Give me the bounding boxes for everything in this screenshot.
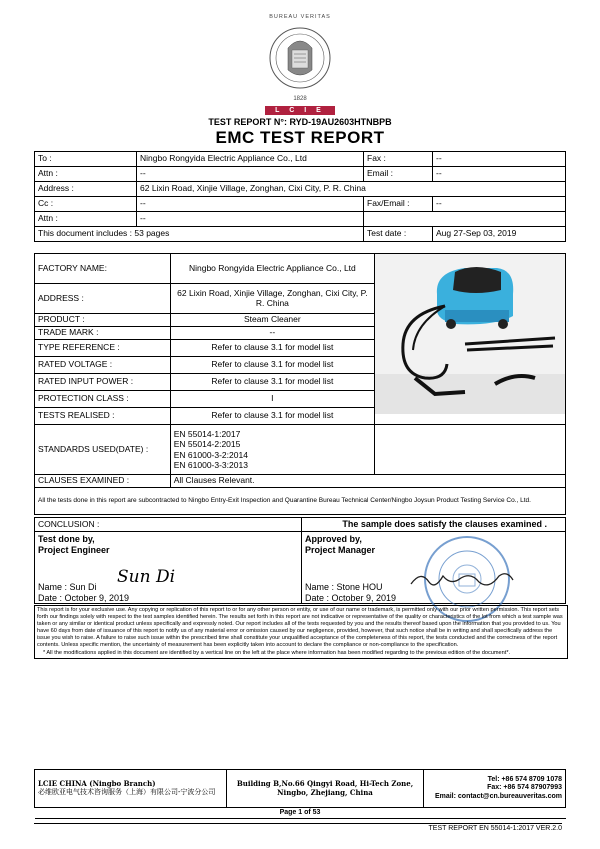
fax-label: Fax : (364, 152, 433, 167)
report-version: TEST REPORT EN 55014-1:2017 VER.2.0 (34, 823, 562, 832)
factory-name-label: FACTORY NAME: (35, 254, 171, 284)
standards-list (170, 425, 374, 475)
footer-addr2: Ningbo, Zhejiang, China (277, 787, 373, 797)
protection-label: PROTECTION CLASS : (35, 391, 171, 408)
faxemail-value: -- (433, 197, 566, 212)
clauses-label: CLAUSES EXAMINED : (35, 475, 171, 488)
fax-value: -- (433, 152, 566, 167)
standards-label: STANDARDS USED(DATE) : (35, 425, 171, 475)
right-name: Name : Stone HOU (305, 582, 383, 592)
cc-label: Cc : (35, 197, 137, 212)
tests-value: Refer to clause 3.1 for model list (170, 408, 374, 425)
attn-value: -- (137, 167, 364, 182)
approved-cell (302, 532, 566, 604)
tests-label: TESTS REALISED : (35, 408, 171, 425)
attn2-value: -- (137, 212, 364, 227)
ratedvoltage-label: RATED VOLTAGE : (35, 357, 171, 374)
email-label: Email : (364, 167, 433, 182)
typeref-label: TYPE REFERENCE : (35, 340, 171, 357)
disclaimer-text: This report is for your exclusive use. Any copying or replication of this report to or for any other person or entity, or use of our name or trademark, is permitted only with our prior written permission. This report sets forth our findings solely with respect to the test samples identified herein. The results set forth in this report are not indicative or representative of the quality or characteristics of the lot from which a test sample was taken or any similar or identical product unless specifically and expressly noted. Our report includes all of the tests requested by you and the results thereof based upon the information that you provided to us. You have 60 days from date of issuance of this report to notify us of any material error or omission caused by our negligence, provided, however, that such notice shall be in writing and shall specifically address the issue you wish to raise. A failure to raise such issue within the prescribed time shall constitute your unqualified acceptance of the completeness of this report, the tests conducted and the correctness of the report contents. Unless specific mention, the uncertainty of measurement has been explicitly taken into account to declare the compliance or non-compliance to the specification. (37, 607, 563, 649)
clauses-value: All Clauses Relevant. (170, 475, 565, 488)
footer-org-name: LCIE CHINA (Ningbo Branch) (38, 779, 156, 789)
testdate-value: Aug 27-Sep 03, 2019 (433, 227, 566, 242)
report-number: TEST REPORT N°: RYD-19AU2603HTNBPB (208, 117, 392, 127)
disclaimer (34, 605, 568, 659)
right-title2: Project Manager (305, 545, 376, 555)
footer-contact (424, 770, 566, 808)
footer-address (227, 770, 424, 808)
right-date: Date : October 9, 2019 (305, 593, 397, 603)
typeref-value: Refer to clause 3.1 for model list (170, 340, 374, 357)
left-date: Date : October 9, 2019 (38, 593, 130, 603)
conclusion-value: The sample does satisfy the clauses examined . (302, 518, 566, 532)
address-label: Address : (35, 182, 137, 197)
footer-table (34, 769, 566, 819)
product-label: PRODUCT : (35, 314, 171, 327)
logo-year: 1828 (293, 96, 307, 102)
client-table (34, 151, 566, 242)
left-name: Name : Sun Di (38, 582, 97, 592)
lcie-band: L C I E (265, 106, 335, 115)
footer-fax: Fax: +86 574 87907993 (487, 784, 562, 792)
trademark-value: -- (170, 327, 374, 340)
testdate-label: Test date : (364, 227, 433, 242)
standard-item: EN 61000-3-3:2013 (173, 459, 248, 470)
left-title2: Project Engineer (38, 545, 110, 555)
factory-name-value: Ningbo Rongyida Electric Appliance Co., Ltd (170, 254, 374, 284)
footer-tel: Tel: +86 574 8709 1078 (487, 776, 562, 784)
subcontract-note: All the tests done in this report are subcontracted to Ningbo Entry-Exit Inspection and Quarantine Bureau Technical Center/Ningbo Joysun Product Testing Service Co., Ltd. (35, 488, 566, 515)
to-value: Ningbo Rongyida Electric Appliance Co., Ltd (137, 152, 364, 167)
blank-cell (375, 425, 566, 475)
product-table (34, 253, 566, 515)
to-label: To : (35, 152, 137, 167)
conclusion-label: CONCLUSION : (35, 518, 302, 532)
blank-cell (364, 212, 566, 227)
logo-text: BUREAU VERITAS (269, 14, 331, 20)
trademark-label: TRADE MARK : (35, 327, 171, 340)
ratedpower-label: RATED INPUT POWER : (35, 374, 171, 391)
ratedpower-value: Refer to clause 3.1 for model list (170, 374, 374, 391)
left-title1: Test done by, (38, 534, 95, 544)
footer-org-cn: 必维欧亚电气技术咨询服务（上海）有限公司-宁波分公司 (38, 788, 216, 796)
attn2-label: Attn : (35, 212, 137, 227)
page-title: EMC TEST REPORT (215, 128, 385, 147)
standard-item: EN 55014-1:2017 (173, 429, 241, 440)
faxemail-label: Fax/Email : (364, 197, 433, 212)
product-photo (375, 254, 566, 425)
conclusion-table (34, 517, 566, 604)
standard-item: EN 55014-2:2015 (173, 439, 241, 450)
factory-address-label: ADDRESS : (35, 284, 171, 314)
footer-addr1: Building B,No.66 Qingyi Road, Hi-Tech Zone, (236, 779, 414, 789)
factory-address-value: 62 Lixin Road, Xinjie Village, Zonghan, Cixi City, P. R. China (170, 284, 374, 314)
protection-value: I (170, 391, 374, 408)
attn-label: Attn : (35, 167, 137, 182)
test-done-cell (35, 532, 302, 604)
includes-label: This document includes : 53 pages (35, 227, 364, 242)
footer-org (35, 770, 227, 808)
engineer-signature: Sun Di (117, 567, 176, 587)
cc-value: -- (137, 197, 364, 212)
modification-note: * All the modifications applied in this document are identified by a vertical line on the left at the place where information has been modified regarding to the previous edition of the document*. (43, 649, 511, 656)
product-value: Steam Cleaner (170, 314, 374, 327)
manager-signature (407, 568, 517, 592)
standard-item: EN 61000-3-2:2014 (173, 449, 248, 460)
address-value: 62 Lixin Road, Xinjie Village, Zonghan, Cixi City, P. R. China (137, 182, 566, 197)
page-number: Page 1 of 53 (35, 808, 566, 819)
email-value: -- (433, 167, 566, 182)
ratedvoltage-value: Refer to clause 3.1 for model list (170, 357, 374, 374)
right-title1: Approved by, (305, 534, 362, 544)
footer-email: Email: contact@cn.bureauveritas.com (434, 792, 562, 800)
bureau-veritas-logo (268, 20, 332, 100)
